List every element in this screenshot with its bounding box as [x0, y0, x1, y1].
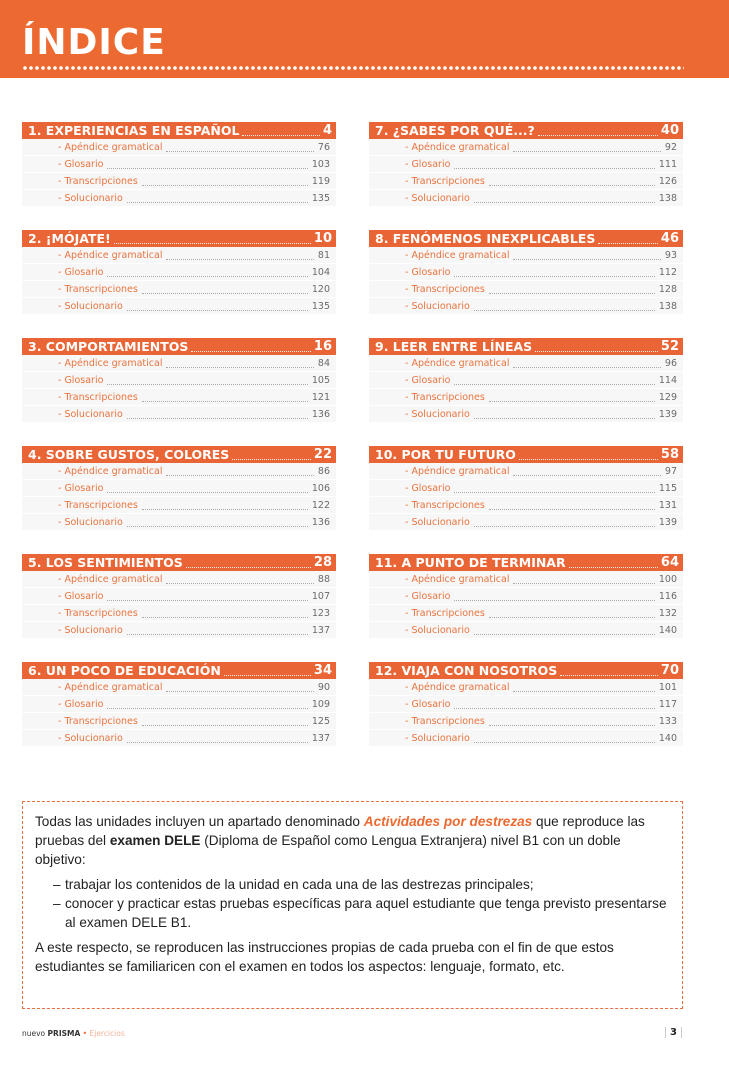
index-subentry[interactable] [369, 139, 683, 156]
subentry-label: - Transcripciones [58, 499, 138, 511]
subentry-label: - Transcripciones [405, 607, 485, 619]
dot-leader [166, 359, 313, 368]
index-unit [22, 338, 336, 446]
subentry-page-number: 126 [658, 175, 677, 187]
subentry-page-number: 104 [311, 266, 330, 278]
dot-leader [454, 160, 654, 169]
index-subentry[interactable] [22, 139, 336, 156]
subentry-label: - Apéndice gramatical [58, 357, 163, 369]
dot-leader [474, 302, 655, 311]
subentry-page-number: 106 [311, 482, 330, 494]
subentry-page-number: 119 [311, 175, 330, 187]
index-subentry[interactable] [22, 406, 336, 423]
subentry-page-number: 117 [658, 698, 677, 710]
subentry-page-number: 114 [658, 374, 677, 386]
subentry-label: - Solucionario [58, 408, 123, 420]
unit-heading[interactable] [22, 662, 336, 679]
index-subentry[interactable] [22, 298, 336, 315]
subentry-label: - Solucionario [405, 732, 470, 744]
index-subentry[interactable] [22, 372, 336, 389]
subentry-page-number: 112 [658, 266, 677, 278]
subentry-label: - Transcripciones [58, 391, 138, 403]
dot-leader [513, 143, 660, 152]
dot-leader [519, 450, 658, 460]
dot-leader [538, 126, 658, 136]
subentry-label: - Transcripciones [405, 715, 485, 727]
unit-page-number: 70 [660, 663, 679, 678]
header-banner [0, 0, 729, 78]
dot-leader [166, 143, 313, 152]
index-subentry[interactable] [22, 497, 336, 514]
subentry-label: - Solucionario [405, 516, 470, 528]
unit-heading[interactable] [369, 662, 683, 679]
index-unit [369, 230, 683, 338]
unit-heading[interactable] [369, 446, 683, 463]
index-subentry[interactable] [369, 622, 683, 639]
subentry-page-number: 140 [658, 732, 677, 744]
unit-title: 6. UN POCO DE EDUCACIÓN [28, 663, 221, 678]
subentry-label: - Solucionario [405, 300, 470, 312]
index-unit [369, 446, 683, 554]
index-subentry[interactable] [22, 156, 336, 173]
note-bullet-list [35, 875, 668, 932]
subentry-page-number: 128 [658, 283, 677, 295]
subentry-page-number: 101 [658, 681, 677, 693]
dotted-divider [22, 65, 684, 71]
index-subentry[interactable] [369, 190, 683, 207]
unit-title: 10. POR TU FUTURO [375, 447, 516, 462]
subentry-label: - Glosario [405, 158, 451, 170]
note-bullet-text: trabajar los contenidos de la unidad en cada una de las destrezas principales; [65, 877, 534, 892]
dot-leader [474, 194, 655, 203]
index-subentry[interactable] [22, 190, 336, 207]
subentry-label: - Solucionario [405, 192, 470, 204]
note-box [22, 801, 683, 1009]
dot-leader [560, 666, 658, 676]
subentry-label: - Solucionario [405, 408, 470, 420]
subentry-page-number: 105 [311, 374, 330, 386]
dot-leader [454, 592, 654, 601]
subentry-page-number: 139 [658, 408, 677, 420]
index-subentry[interactable] [22, 281, 336, 298]
unit-page-number: 28 [313, 555, 332, 570]
dot-leader [513, 575, 654, 584]
dot-leader [489, 609, 655, 618]
dot-leader [142, 177, 308, 186]
note-bullet-text: conocer y practicar estas pruebas específicas para aquel estudiante que tenga previsto presentarse al examen DELE B1. [65, 896, 667, 930]
subentry-label: - Apéndice gramatical [405, 681, 510, 693]
index-subentry[interactable] [22, 389, 336, 406]
subentry-page-number: 93 [664, 249, 677, 261]
subentry-page-number: 137 [311, 624, 330, 636]
subentry-page-number: 135 [311, 192, 330, 204]
subentry-page-number: 96 [664, 357, 677, 369]
dot-leader [598, 234, 658, 244]
footer-credit [22, 1029, 125, 1038]
subentry-page-number: 103 [311, 158, 330, 170]
subentry-page-number: 122 [311, 499, 330, 511]
index-unit [369, 554, 683, 662]
subentry-page-number: 81 [317, 249, 330, 261]
subentry-page-number: 133 [658, 715, 677, 727]
subentry-page-number: 88 [317, 573, 330, 585]
dot-leader [142, 717, 308, 726]
unit-page-number: 34 [313, 663, 332, 678]
index-subentry[interactable] [22, 264, 336, 281]
index-subentry[interactable] [22, 514, 336, 531]
subentry-label: - Glosario [405, 266, 451, 278]
index-subentry[interactable] [22, 173, 336, 190]
subentry-page-number: 136 [311, 408, 330, 420]
unit-heading[interactable] [22, 230, 336, 247]
index-subentry[interactable] [369, 372, 683, 389]
subentry-label: - Glosario [58, 158, 104, 170]
unit-page-number: 10 [313, 231, 332, 246]
subentry-label: - Solucionario [58, 624, 123, 636]
unit-title: 11. A PUNTO DE TERMINAR [375, 555, 566, 570]
subentry-page-number: 120 [311, 283, 330, 295]
dot-leader [186, 558, 311, 568]
unit-page-number: 16 [313, 339, 332, 354]
index-subentry[interactable] [369, 406, 683, 423]
subentry-page-number: 76 [317, 141, 330, 153]
dot-leader [232, 450, 311, 460]
index-unit [22, 122, 336, 230]
subentry-label: - Transcripciones [58, 175, 138, 187]
subentry-page-number: 135 [311, 300, 330, 312]
note-paragraph-1 [35, 812, 668, 869]
subentry-page-number: 100 [658, 573, 677, 585]
dot-leader [224, 666, 311, 676]
index-subentry[interactable] [22, 247, 336, 264]
subentry-page-number: 138 [658, 300, 677, 312]
subentry-label: - Transcripciones [58, 607, 138, 619]
dot-leader [107, 484, 307, 493]
dot-leader [474, 518, 655, 527]
dot-leader [142, 609, 308, 618]
subentry-label: - Solucionario [58, 732, 123, 744]
dot-leader [513, 683, 654, 692]
note-highlight: Actividades por destrezas [363, 814, 533, 829]
subentry-label: - Transcripciones [58, 715, 138, 727]
index-subentry[interactable] [369, 679, 683, 696]
subentry-page-number: 131 [658, 499, 677, 511]
index-subentry[interactable] [22, 696, 336, 713]
subentry-page-number: 107 [311, 590, 330, 602]
subentry-label: - Apéndice gramatical [405, 357, 510, 369]
index-subentry[interactable] [369, 389, 683, 406]
index-subentry[interactable] [22, 571, 336, 588]
subentry-label: - Glosario [58, 482, 104, 494]
subentry-page-number: 115 [658, 482, 677, 494]
dot-leader [489, 717, 655, 726]
subentry-label: - Apéndice gramatical [405, 465, 510, 477]
unit-heading[interactable] [22, 446, 336, 463]
subentry-label: - Glosario [58, 698, 104, 710]
subentry-page-number: 111 [658, 158, 677, 170]
note-paragraph-2: A este respecto, se reproducen las instrucciones propias de cada prueba con el fin de que estos estudiantes se familiaricen con el examen en todos los aspectos: lenguaje, formato, etc. [35, 940, 614, 974]
index-subentry[interactable] [22, 463, 336, 480]
index-subentry[interactable] [369, 264, 683, 281]
index-subentry[interactable] [22, 730, 336, 747]
dot-leader [127, 410, 308, 419]
dot-leader [107, 376, 307, 385]
subentry-page-number: 132 [658, 607, 677, 619]
dot-leader [142, 393, 308, 402]
note-text: Todas las unidades incluyen un apartado denominado [35, 814, 364, 829]
unit-heading[interactable] [22, 338, 336, 355]
index-subentry[interactable] [369, 463, 683, 480]
dot-leader [107, 268, 307, 277]
unit-heading[interactable] [369, 122, 683, 139]
unit-page-number: 22 [313, 447, 332, 462]
subentry-label: - Glosario [58, 590, 104, 602]
dot-leader [513, 251, 660, 260]
dot-leader [127, 518, 308, 527]
index-subentry[interactable] [22, 622, 336, 639]
dot-leader [454, 484, 654, 493]
subentry-page-number: 116 [658, 590, 677, 602]
subentry-label: - Apéndice gramatical [405, 141, 510, 153]
index-subentry[interactable] [369, 588, 683, 605]
index-subentry[interactable] [369, 571, 683, 588]
subentry-page-number: 137 [311, 732, 330, 744]
subentry-page-number: 129 [658, 391, 677, 403]
subentry-page-number: 86 [317, 465, 330, 477]
subentry-label: - Glosario [405, 482, 451, 494]
dot-leader [166, 575, 313, 584]
note-text: (Diploma de Español como Lengua Extranjera) nivel B1 con un doble objetivo: [35, 833, 621, 867]
index-subentry[interactable] [369, 247, 683, 264]
unit-title: 12. VIAJA CON NOSOTROS [375, 663, 558, 678]
dot-leader [454, 700, 654, 709]
dot-leader [107, 160, 307, 169]
subentry-page-number: 90 [317, 681, 330, 693]
subentry-label: - Transcripciones [405, 283, 485, 295]
index-subentry[interactable] [22, 355, 336, 372]
subentry-page-number: 92 [664, 141, 677, 153]
dot-leader [489, 393, 655, 402]
index-unit [369, 338, 683, 446]
dot-leader [166, 467, 313, 476]
unit-heading[interactable] [22, 122, 336, 139]
dot-leader [242, 126, 320, 136]
dot-leader [107, 700, 307, 709]
unit-page-number: 58 [660, 447, 679, 462]
unit-title: 4. SOBRE GUSTOS, COLORES [28, 447, 230, 462]
unit-title: 8. FENÓMENOS INEXPLICABLES [375, 231, 596, 246]
index-column-right [369, 122, 683, 770]
index-subentry[interactable] [369, 730, 683, 747]
index-subentry[interactable] [369, 298, 683, 315]
index-subentry[interactable] [369, 156, 683, 173]
dot-leader [191, 342, 311, 352]
note-bullet: – conocer y practicar estas pruebas específicas para aquel estudiante que tenga previsto presentarse al examen DELE B1. [53, 896, 667, 930]
dot-leader [127, 626, 308, 635]
subentry-label: - Transcripciones [405, 499, 485, 511]
dot-leader [454, 268, 654, 277]
dot-leader [127, 302, 308, 311]
subentry-label: - Glosario [405, 698, 451, 710]
subentry-page-number: 84 [317, 357, 330, 369]
unit-heading[interactable] [369, 230, 683, 247]
dot-leader [489, 285, 655, 294]
unit-page-number: 4 [322, 123, 332, 138]
dot-leader [142, 285, 308, 294]
index-subentry[interactable] [369, 605, 683, 622]
unit-page-number: 52 [660, 339, 679, 354]
index-subentry[interactable] [22, 588, 336, 605]
dot-leader [166, 683, 313, 692]
subentry-label: - Apéndice gramatical [58, 465, 163, 477]
subentry-label: - Transcripciones [58, 283, 138, 295]
subentry-label: - Glosario [58, 266, 104, 278]
index-subentry[interactable] [369, 514, 683, 531]
unit-page-number: 46 [660, 231, 679, 246]
unit-page-number: 40 [660, 123, 679, 138]
unit-page-number: 64 [660, 555, 679, 570]
index-unit [22, 554, 336, 662]
index-subentry[interactable] [369, 713, 683, 730]
subentry-label: - Solucionario [405, 624, 470, 636]
index-subentry[interactable] [22, 679, 336, 696]
subentry-label: - Glosario [58, 374, 104, 386]
subentry-label: - Glosario [405, 590, 451, 602]
dot-leader [569, 558, 658, 568]
dot-leader [142, 501, 308, 510]
unit-title: 3. COMPORTAMIENTOS [28, 339, 189, 354]
subentry-page-number: 139 [658, 516, 677, 528]
index-subentry[interactable] [22, 713, 336, 730]
index-subentry[interactable] [369, 281, 683, 298]
dot-leader [107, 592, 307, 601]
index-unit [22, 230, 336, 338]
dot-leader [474, 626, 655, 635]
subentry-label: - Apéndice gramatical [58, 681, 163, 693]
unit-heading[interactable] [369, 338, 683, 355]
subentry-page-number: 140 [658, 624, 677, 636]
dot-leader [474, 410, 655, 419]
dot-leader [489, 177, 655, 186]
index-subentry[interactable] [369, 173, 683, 190]
subentry-label: - Solucionario [58, 300, 123, 312]
subentry-label: - Apéndice gramatical [58, 573, 163, 585]
subentry-label: - Apéndice gramatical [405, 249, 510, 261]
dot-leader [454, 376, 654, 385]
dot-leader [166, 251, 313, 260]
page-number: 3 [665, 1027, 682, 1038]
index-subentry[interactable] [22, 480, 336, 497]
subentry-page-number: 125 [311, 715, 330, 727]
subentry-page-number: 97 [664, 465, 677, 477]
subentry-page-number: 123 [311, 607, 330, 619]
subentry-label: - Transcripciones [405, 391, 485, 403]
dot-leader [127, 194, 308, 203]
index-subentry[interactable] [369, 355, 683, 372]
dot-leader [489, 501, 655, 510]
index-column-left [22, 122, 336, 770]
subentry-page-number: 138 [658, 192, 677, 204]
index-subentry[interactable] [369, 497, 683, 514]
subentry-page-number: 109 [311, 698, 330, 710]
dot-leader [513, 467, 660, 476]
index-subentry[interactable] [369, 480, 683, 497]
note-bold: examen DELE [109, 833, 201, 848]
subentry-page-number: 121 [311, 391, 330, 403]
unit-title: 1. EXPERIENCIAS EN ESPAÑOL [28, 123, 240, 138]
note-bullet: – trabajar los contenidos de la unidad en cada una de las destrezas principales; [53, 877, 534, 892]
index-subentry[interactable] [22, 605, 336, 622]
page-title: ÍNDICE [22, 22, 166, 63]
dot-leader [114, 234, 311, 244]
index-unit [369, 662, 683, 770]
index-unit [369, 122, 683, 230]
unit-title: 7. ¿SABES POR QUÉ...? [375, 123, 535, 138]
subentry-label: - Solucionario [58, 192, 123, 204]
dot-leader [513, 359, 660, 368]
footer-bullet: • [82, 1029, 88, 1038]
index-unit [22, 662, 336, 770]
unit-heading[interactable] [369, 554, 683, 571]
subentry-label: - Apéndice gramatical [58, 249, 163, 261]
subentry-label: - Transcripciones [405, 175, 485, 187]
dot-leader [535, 342, 658, 352]
unit-title: 2. ¡MÓJATE! [28, 231, 111, 246]
subentry-label: - Apéndice gramatical [58, 141, 163, 153]
dot-leader [474, 734, 655, 743]
note-text: que reproduce las pruebas del [35, 814, 645, 848]
subentry-label: - Solucionario [58, 516, 123, 528]
footer-prefix: nuevo [22, 1029, 46, 1038]
subentry-label: - Apéndice gramatical [405, 573, 510, 585]
unit-title: 9. LEER ENTRE LÍNEAS [375, 339, 533, 354]
unit-title: 5. LOS SENTIMIENTOS [28, 555, 183, 570]
dot-leader [127, 734, 308, 743]
unit-heading[interactable] [22, 554, 336, 571]
footer-brand: PRISMA [47, 1029, 81, 1038]
index-unit [22, 446, 336, 554]
subentry-label: - Glosario [405, 374, 451, 386]
subentry-page-number: 136 [311, 516, 330, 528]
footer-subtitle: Ejercicios [89, 1029, 125, 1038]
index-subentry[interactable] [369, 696, 683, 713]
